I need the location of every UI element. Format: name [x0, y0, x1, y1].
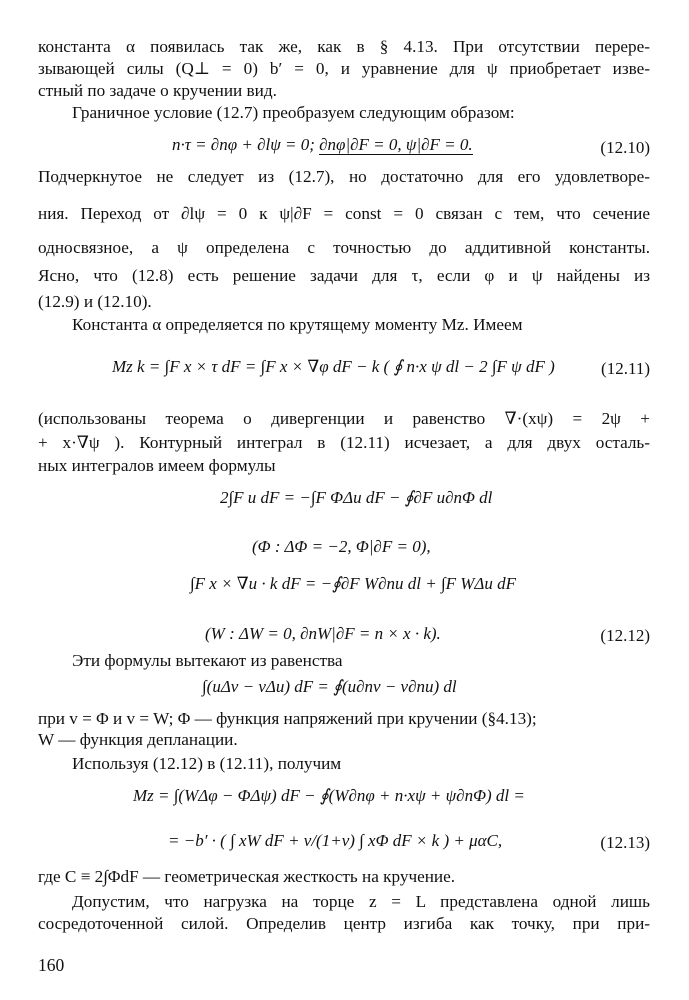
text-line: + x·∇ψ ). Контурный интеграл в (12.11) исчезает, а для двух осталь- [38, 433, 650, 452]
page-number: 160 [38, 955, 65, 975]
equation-number: (12.11) [601, 359, 650, 378]
text-line: константа α появилась так же, как в § 4.13. При отсутствии перере- [38, 37, 650, 56]
text-line: Константа α определяется по крутящему моменту Mz. Имеем [72, 315, 523, 334]
equation-number: (12.13) [600, 833, 650, 852]
text-line: ния. Переход от ∂lψ = 0 к ψ|∂F = const = 0 связан с тем, что сечение [38, 204, 650, 223]
equation-12-10-main: n·τ = ∂nφ + ∂lψ = 0; [172, 135, 315, 154]
text-line: Допустим, что нагрузка на торце z = L представлена одной лишь [72, 892, 650, 911]
equation-number: (12.10) [600, 138, 650, 157]
text-line: Подчеркнутое не следует из (12.7), но достаточно для его удовлетворе- [38, 167, 650, 186]
text-line: (использованы теорема о дивергенции и равенство ∇·(xψ) = 2ψ + [38, 409, 650, 428]
text-line: сосредоточенной силой. Определив центр изгиба как точку, при при- [38, 914, 650, 933]
equation-green-identity: ∫(uΔv − vΔu) dF = ∮(u∂nv − v∂nu) dl [202, 677, 457, 696]
text-line: Ясно, что (12.8) есть решение задачи для τ, если φ и ψ найдены из [38, 266, 650, 285]
text-line: где C ≡ 2∫ΦdF — геометрическая жесткость на кручение. [38, 867, 456, 886]
equation-12-13-a: Mz = ∫(WΔφ − ΦΔψ) dF − ∮(W∂nφ + n·xψ + ψ∂nΦ) dl = [133, 786, 525, 805]
text-line: зывающей силы (Q⊥ = 0) b′ = 0, и уравнение для ψ приобретает изве- [38, 59, 650, 78]
equation-12-12-b: (Φ : ΔΦ = −2, Φ|∂F = 0), [252, 537, 431, 556]
text-line: ных интегралов имеем формулы [38, 456, 276, 475]
equation-12-12-c: ∫F x × ∇u · k dF = −∮∂F W∂nu dl + ∫F WΔu dF [190, 574, 517, 593]
equation-12-11: Mz k = ∫F x × τ dF = ∫F x × ∇φ dF − k ( ∮ n·x ψ dl − 2 ∫F ψ dF ) [112, 357, 555, 376]
text-line: Используя (12.12) в (12.11), получим [72, 754, 342, 773]
equation-12-12-a: 2∫F u dF = −∫F ΦΔu dF − ∮∂F u∂nΦ dl [220, 488, 493, 507]
equation-12-13-b: = −b′ · ( ∫ xW dF + ν/(1+ν) ∫ xΦ dF × k ) + μαC, [168, 831, 503, 850]
equation-12-12-d: (W : ΔW = 0, ∂nW|∂F = n × x · k). [205, 624, 441, 643]
text-line: Граничное условие (12.7) преобразуем следующим образом: [72, 103, 515, 122]
text-line: стный по задаче о кручении вид. [38, 81, 277, 100]
text-line: односвязное, а ψ определена с точностью до аддитивной константы. [38, 238, 650, 257]
equation-number: (12.12) [600, 626, 650, 645]
text-line: W — функция депланации. [38, 730, 238, 749]
text-line: при v = Φ и v = W; Φ — функция напряжений при кручении (§4.13); [38, 709, 537, 728]
equation-12-10 [172, 134, 473, 156]
equation-12-10-underlined: ∂nφ|∂F = 0, ψ|∂F = 0. [319, 135, 473, 154]
text-line: Эти формулы вытекают из равенства [72, 651, 343, 670]
text-line: (12.9) и (12.10). [38, 292, 152, 311]
